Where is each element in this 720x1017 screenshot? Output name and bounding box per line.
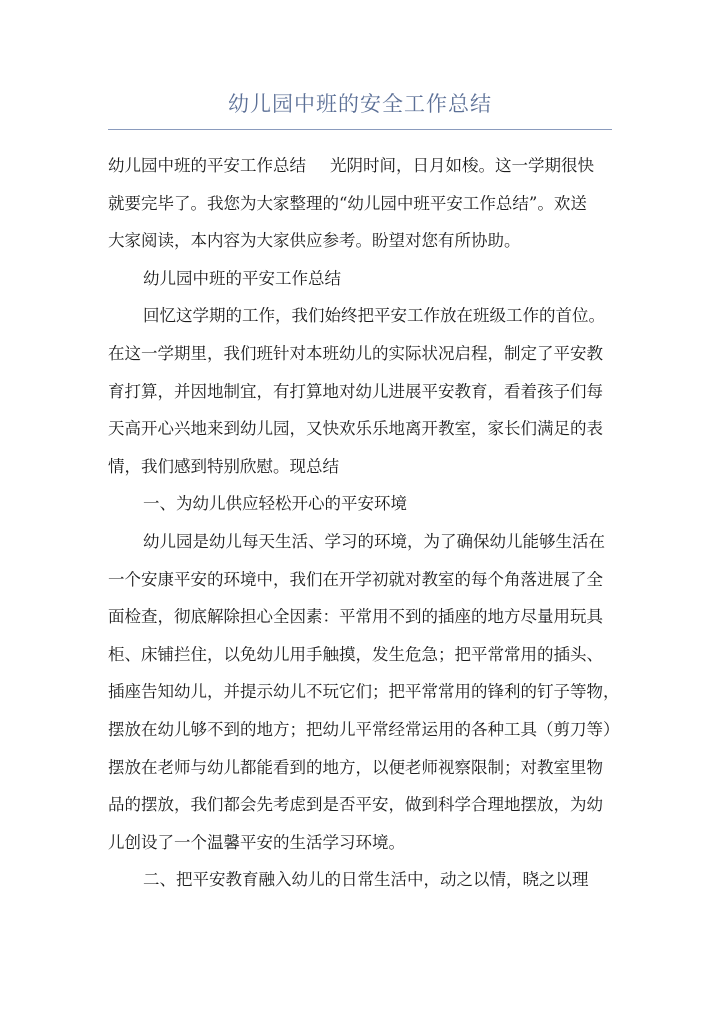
text-line: 幼儿园中班的平安工作总结 xyxy=(143,268,341,288)
text-line: 育打算，并因地制宜，有打算地对幼儿进展平安教育，看着孩子们每 xyxy=(108,381,603,401)
text-line: 儿创设了一个温馨平安的生活学习环境。 xyxy=(108,832,405,852)
text-line: 品的摆放，我们都会先考虑到是否平安，做到科学合理地摆放，为幼 xyxy=(108,795,603,815)
text-line: 在这一学期里，我们班针对本班幼儿的实际状况启程，制定了平安教 xyxy=(108,343,603,363)
text-segment: 幼儿园中班的平安工作总结 xyxy=(108,156,306,175)
paragraph xyxy=(108,523,620,861)
text-line: 面检查，彻底解除担心全因素：平常用不到的插座的地方尽量用玩具 xyxy=(108,607,603,627)
paragraph xyxy=(108,147,620,260)
text-line: 柜、床铺拦住，以免幼儿用手触摸，发生危急；把平常常用的插头、 xyxy=(108,644,603,664)
text-line: 幼儿园是幼儿每天生活、学习的环境，为了确保幼儿能够生活在 xyxy=(143,531,605,551)
section-heading xyxy=(108,485,620,523)
text-line xyxy=(108,147,620,185)
paragraph xyxy=(108,297,620,485)
text-line: 天高开心兴地来到幼儿园，又快欢乐乐地离开教室，家长们满足的表 xyxy=(108,419,603,439)
document-body xyxy=(108,147,620,899)
section-heading xyxy=(108,861,620,899)
document-title: 幼儿园中班的安全工作总结 xyxy=(228,92,492,116)
text-line: 一、为幼儿供应轻松开心的平安环境 xyxy=(143,494,407,514)
text-line: 就要完毕了。我您为大家整理的“幼儿园中班平安工作总结”。欢送 xyxy=(108,193,587,213)
text-line: 回忆这学期的工作，我们始终把平安工作放在班级工作的首位。 xyxy=(143,306,605,326)
text-line: 二、把平安教育融入幼儿的日常生活中，动之以情，晓之以理 xyxy=(143,870,589,890)
text-line: 摆放在幼儿够不到的地方；把幼儿平常经常运用的各种工具（剪刀等） xyxy=(108,719,620,739)
text-line: 情，我们感到特别欣慰。现总结 xyxy=(108,456,339,476)
title-divider xyxy=(108,129,612,130)
text-line: 插座告知幼儿，并提示幼儿不玩它们；把平常常用的锋利的钉子等物， xyxy=(108,682,620,702)
text-line: 一个安康平安的环境中，我们在开学初就对教室的每个角落进展了全 xyxy=(108,569,603,589)
paragraph xyxy=(108,260,620,298)
text-line: 摆放在老师与幼儿都能看到的地方，以便老师视察限制；对教室里物 xyxy=(108,757,603,777)
text-segment: 光阴时间，日月如梭。这一学期很快 xyxy=(330,156,594,175)
text-line: 大家阅读，本内容为大家供应参考。盼望对您有所协助。 xyxy=(108,231,521,251)
